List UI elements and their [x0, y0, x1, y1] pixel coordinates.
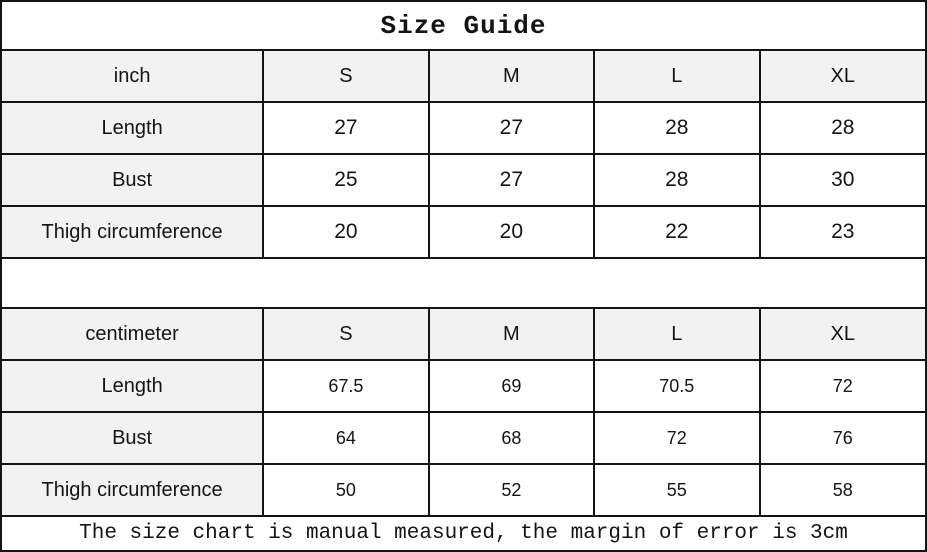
value-cell: 30 [760, 154, 925, 206]
size-header-cell: S [263, 50, 428, 102]
size-table-centimeter [2, 307, 925, 517]
size-table-inch-body [2, 50, 925, 258]
size-header-cell: M [429, 308, 594, 360]
size-header-cell: S [263, 308, 428, 360]
value-cell: 64 [263, 412, 428, 464]
measurement-row [2, 412, 925, 464]
measurement-row [2, 206, 925, 258]
value-cell: 70.5 [594, 360, 759, 412]
value-cell: 23 [760, 206, 925, 258]
size-table-inch [2, 49, 925, 259]
row-label-cell: Length [2, 102, 263, 154]
row-label-cell: Bust [2, 412, 263, 464]
value-cell: 20 [263, 206, 428, 258]
size-header-cell: XL [760, 50, 925, 102]
size-header-cell: L [594, 308, 759, 360]
value-cell: 68 [429, 412, 594, 464]
value-cell: 22 [594, 206, 759, 258]
value-cell: 27 [429, 154, 594, 206]
size-table-centimeter-body [2, 308, 925, 516]
measurement-row [2, 360, 925, 412]
unit-header-cell: centimeter [2, 308, 263, 360]
size-header-cell: M [429, 50, 594, 102]
measurement-row [2, 464, 925, 516]
unit-header-cell: inch [2, 50, 263, 102]
size-header-row [2, 308, 925, 360]
table-spacer [2, 259, 925, 307]
row-label-cell: Bust [2, 154, 263, 206]
value-cell: 69 [429, 360, 594, 412]
value-cell: 58 [760, 464, 925, 516]
size-header-cell: XL [760, 308, 925, 360]
value-cell: 28 [760, 102, 925, 154]
value-cell: 72 [760, 360, 925, 412]
row-label-cell: Thigh circumference [2, 464, 263, 516]
value-cell: 25 [263, 154, 428, 206]
measurement-row [2, 154, 925, 206]
measurement-row [2, 102, 925, 154]
page-title: Size Guide [2, 2, 925, 49]
value-cell: 52 [429, 464, 594, 516]
value-cell: 67.5 [263, 360, 428, 412]
row-label-cell: Length [2, 360, 263, 412]
value-cell: 28 [594, 154, 759, 206]
size-header-cell: L [594, 50, 759, 102]
value-cell: 27 [429, 102, 594, 154]
value-cell: 27 [263, 102, 428, 154]
value-cell: 28 [594, 102, 759, 154]
value-cell: 20 [429, 206, 594, 258]
size-header-row [2, 50, 925, 102]
value-cell: 50 [263, 464, 428, 516]
value-cell: 76 [760, 412, 925, 464]
footer-note: The size chart is manual measured, the margin of error is 3cm [2, 517, 925, 550]
row-label-cell: Thigh circumference [2, 206, 263, 258]
value-cell: 55 [594, 464, 759, 516]
value-cell: 72 [594, 412, 759, 464]
